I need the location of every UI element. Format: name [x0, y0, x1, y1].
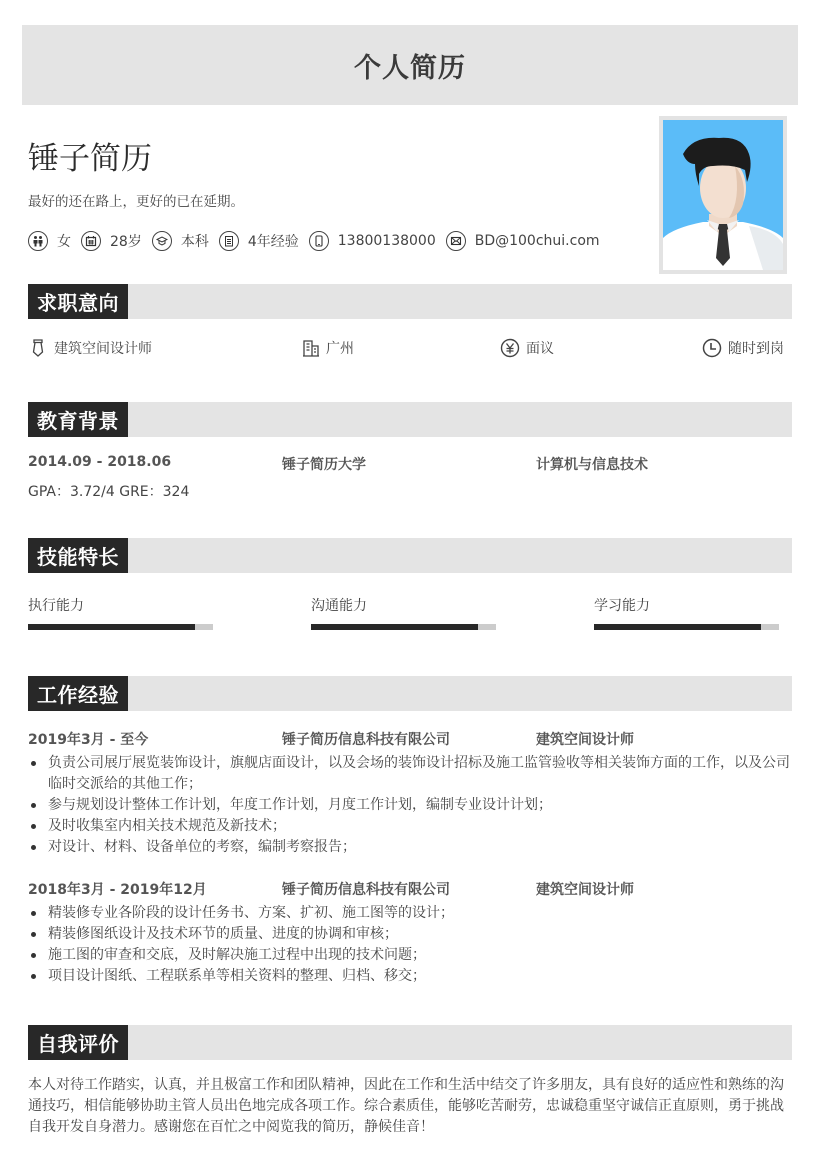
intent-salary-text: 面议 — [526, 341, 554, 357]
candidate-name: 锤子简历 — [28, 141, 152, 177]
job-duty: 及时收集室内相关技术规范及新技术； — [28, 816, 792, 837]
job-duty: 参与规划设计整体工作计划，年度工作计划，月度工作计划，编制专业设计计划； — [28, 795, 792, 816]
info-phone — [309, 231, 436, 251]
resume-title: 个人简历 — [354, 52, 466, 84]
skill-bar — [28, 624, 213, 630]
gender-icon — [28, 231, 48, 251]
info-email — [446, 231, 600, 251]
job-duty: 精装修专业各阶段的设计任务书、方案、扩初、施工图等的设计； — [28, 903, 792, 924]
skill-bar-fill — [311, 624, 478, 630]
section-title-self-eval: 自我评价 — [28, 1025, 128, 1060]
intent-availability-text: 随时到岗 — [728, 341, 784, 357]
intent-city — [302, 338, 354, 358]
document-icon — [219, 231, 239, 251]
job-company: 锤子简历信息科技有限公司 — [282, 732, 450, 748]
job-intent-row — [28, 338, 792, 360]
section-title-work: 工作经验 — [28, 676, 128, 711]
avatar-illustration — [663, 120, 783, 270]
info-gender-text: 女 — [57, 234, 71, 250]
skill-item — [28, 595, 213, 615]
education-scores: GPA：3.72/4 GRE：324 — [28, 484, 190, 500]
skill-bar — [311, 624, 496, 630]
education-period: 2014.09 - 2018.06 — [28, 454, 172, 470]
job-duty: 对设计、材料、设备单位的考察，编制考察报告； — [28, 837, 792, 858]
resume-banner — [22, 25, 798, 105]
building-icon — [302, 338, 320, 358]
candidate-motto: 最好的还在路上，更好的已在延期。 — [28, 194, 244, 210]
intent-position-text: 建筑空间设计师 — [54, 341, 152, 357]
section-title-education: 教育背景 — [28, 402, 128, 437]
phone-icon — [309, 231, 329, 251]
job-period: 2018年3月 - 2019年12月 — [28, 882, 207, 898]
section-title-intent: 求职意向 — [28, 284, 128, 319]
self-evaluation-text: 本人对待工作踏实，认真，并且极富工作和团队精神，因此在工作和生活中结交了许多朋友，具有良好的适应性和熟练的沟通技巧，相信能够协助主管人员出色地完成各项工作。综合素质佳，能够吃苦耐劳，忠诚稳重坚守诚信正直原则，勇于挑战自我开发自身潜力。感谢您在百忙之中阅览我的简历，静候佳音！ — [28, 1077, 784, 1135]
mail-icon — [446, 231, 466, 251]
skill-label: 学习能力 — [594, 598, 650, 614]
info-age-text: 28岁 — [110, 234, 142, 250]
job-title: 建筑空间设计师 — [536, 882, 634, 898]
calendar-icon — [81, 231, 101, 251]
education-school: 锤子简历大学 — [282, 457, 366, 473]
intent-availability — [702, 338, 784, 358]
job-duty: 项目设计图纸、工程联系单等相关资料的整理、归档、移交； — [28, 966, 792, 987]
job-duty: 精装修图纸设计及技术环节的质量、进度的协调和审核； — [28, 924, 792, 945]
job-title: 建筑空间设计师 — [536, 732, 634, 748]
job-period: 2019年3月 - 至今 — [28, 732, 149, 748]
intent-city-text: 广州 — [326, 341, 354, 357]
job-duty: 负责公司展厅展览装饰设计，旗舰店面设计，以及会场的装饰设计招标及施工监管验收等相关装饰方面的工作，以及公司临时交派给的其他工作； — [28, 753, 792, 795]
intent-position — [28, 338, 152, 358]
skill-bar — [594, 624, 779, 630]
info-degree-text: 本科 — [180, 234, 209, 250]
clock-icon — [702, 338, 722, 358]
education-major: 计算机与信息技术 — [536, 457, 648, 473]
tie-icon — [28, 338, 48, 358]
info-degree — [152, 231, 209, 251]
section-header-education — [28, 402, 792, 437]
job-duties-list — [28, 753, 792, 858]
skill-label: 沟通能力 — [311, 598, 367, 614]
job-duties-list — [28, 903, 792, 987]
basic-info-row — [28, 230, 610, 252]
yuan-icon — [500, 338, 520, 358]
skill-item — [311, 595, 496, 615]
job-duty: 施工图的审查和交底，及时解决施工过程中出现的技术问题； — [28, 945, 792, 966]
graduation-cap-icon — [152, 231, 172, 251]
info-email-text[interactable]: BD@100chui.com — [474, 233, 600, 249]
skill-bar-fill — [28, 624, 195, 630]
info-age — [81, 231, 142, 251]
intent-salary — [500, 338, 554, 358]
avatar — [659, 116, 787, 274]
section-header-self-eval — [28, 1025, 792, 1060]
info-experience — [219, 231, 299, 251]
section-header-skills — [28, 538, 792, 573]
job-company: 锤子简历信息科技有限公司 — [282, 882, 450, 898]
info-phone-text[interactable]: 13800138000 — [337, 233, 436, 249]
info-gender — [28, 231, 71, 251]
section-title-skills: 技能特长 — [28, 538, 128, 573]
section-header-work — [28, 676, 792, 711]
info-experience-text: 4年经验 — [247, 234, 299, 250]
section-header-intent — [28, 284, 792, 319]
skill-item — [594, 595, 779, 615]
skill-label: 执行能力 — [28, 598, 84, 614]
skill-bar-fill — [594, 624, 761, 630]
